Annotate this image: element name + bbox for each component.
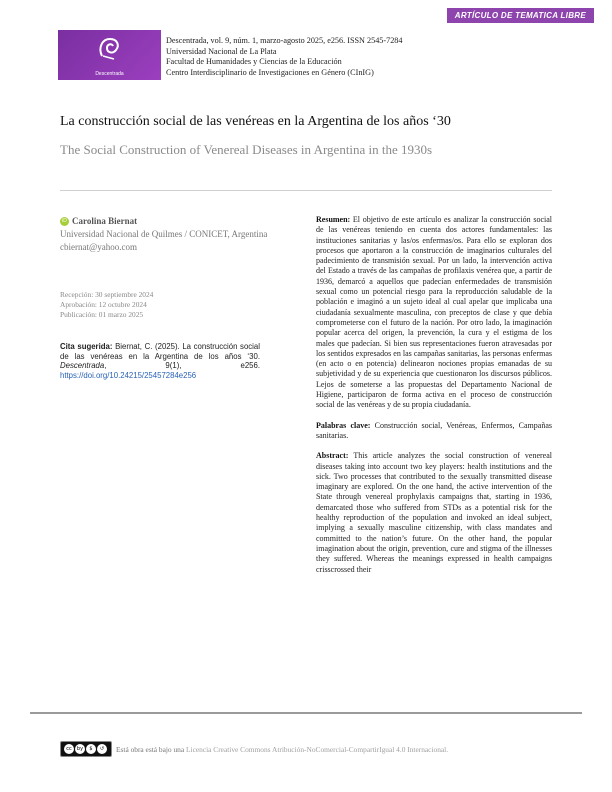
license-prefix: Está obra está bajo una: [116, 744, 185, 754]
orcid-icon[interactable]: iD: [60, 217, 69, 226]
suggested-citation: Cita sugerida: Biernat, C. (2025). La construcción social de las venéreas en la Argentina de los años ‘30. Descentrada, 9(1), e256. https://doi.org/10.24215/25457284e256: [60, 342, 260, 380]
license-link[interactable]: Licencia Creative Commons Atribución-NoComercial-CompartirIgual 4.0 Internacional.: [186, 744, 449, 754]
author-block: [60, 215, 280, 254]
license-footer: [60, 741, 448, 757]
journal-faculty-line: Facultad de Humanidades y Ciencias de la Educación: [166, 57, 342, 67]
approved-date: Aprobación: 12 octubre 2024: [60, 300, 147, 309]
journal-university-line: Universidad Nacional de La Plata: [166, 46, 277, 56]
article-type-badge: ARTÍCULO DE TEMATICA LIBRE: [447, 8, 594, 23]
header-divider: [60, 190, 552, 191]
citation-text: Biernat, C. (2025). La construcción social de las venéreas en la Argentina de los años ‘30.: [60, 342, 260, 361]
citation-label: Cita sugerida:: [60, 342, 113, 351]
abstract-label: Abstract:: [316, 451, 349, 461]
published-date: Publicación: 01 marzo 2025: [60, 310, 144, 319]
citation-doi-link[interactable]: https://doi.org/10.24215/25457284e256: [60, 370, 197, 380]
article-title: La construcción social de las venéreas en la Argentina de los años ‘30: [60, 114, 451, 129]
journal-logo: [58, 30, 161, 80]
author-affiliation: Universidad Nacional de Quilmes / CONICET, Argentina: [60, 229, 268, 239]
palabras-clave-label: Palabras clave:: [316, 420, 371, 430]
abstract-column: [316, 215, 552, 585]
citation-issue: (1), e256.: [169, 361, 260, 371]
received-date: Recepción: 30 septiembre 2024: [60, 290, 154, 299]
resumen-text: El objetivo de este artículo es analizar la construcción social de las venéreas teniendo en cuenta dos actores fundamentales: las instituciones sanitarias y las/os enfermas/os. Para ello se exploran dos procesos que aportaron a la construcción de imaginarios culturales del padecimiento de transmisión sexual. Por un lado, la intervención activa del Estado a través de las campañas de profilaxis venérea que, a partir de 1936, demarcó a aquellos que padecían enfermedades de transmisión sexual como un potencial riesgo para la reproducción saludable de la población e imaginó a un sujeto ideal al cual apelar que implicaba una ciudadanía sexualmente masculina, con preceptos de clase y que debía comprometerse con el futuro de la nación. Por otro lado, la imaginación popular acerca del origen, la prevención, la cura y el estigma de los males que padecían. Si bien sus representaciones fueron atravesadas por los sentidos expresados en las campañas sanitarias, las personas enfermas (en acto o en potencia) delinearon nociones propias emanadas de su subjetividad y de su experiencia que cuestionaron los discursos públicos. Lejos de someterse a las propuestas del Departamento Nacional de Higiene, participaron de forma activa en el proceso de construcción social de las venéreas y de su propia ciudadanía.: [316, 215, 553, 410]
abstract-paragraph: [316, 451, 552, 575]
footer-divider: [30, 712, 582, 714]
article-subtitle: The Social Construction of Venereal Diseases in Argentina in the 1930s: [60, 142, 433, 157]
dates-block: [60, 290, 153, 320]
abstract-text: This article analyzes the social construction of venereal diseases taking into account two key players: health institutions and the sick. Two processes that contributed to the sexually transmitted disease imaginary are explored. On the one hand, the active intervention of the State through venereal prophylaxis campaigns that, starting in 1936, demarcated those who suffered from STDs as a potential risk for the healthy reproduction of the population and invoked an ideal subject, implying a sexually masculine citizenship, with class mandates and committed to the nation’s future. On the other hand, the popular imagination about the origin, prevention, cure and stigma of the illnesses they suffered. Whereas the meanings expressed in health campaigns crisscrossed their: [316, 451, 552, 574]
resumen-paragraph: [316, 215, 552, 411]
journal-center-line: Centro Interdisciplinario de Investigaciones en Género (CInIG): [166, 67, 374, 77]
resumen-label: Resumen:: [316, 215, 351, 224]
author-email[interactable]: cbiernat@yahoo.com: [60, 242, 138, 252]
palabras-clave-text: Construcción social, Venéreas, Enfermos, Campañas sanitarias.: [316, 420, 552, 440]
citation-volume: 9: [165, 361, 170, 371]
author-name: Carolina Biernat: [72, 216, 138, 226]
journal-volume-line: Descentrada, vol. 9, núm. 1, marzo-agosto 2025, e256. ISSN 2545-7284: [166, 36, 403, 45]
journal-info: [166, 36, 403, 78]
descentrada-logo-icon: [94, 34, 124, 64]
logo-wordmark: Descentrada: [95, 71, 124, 77]
citation-journal: Descentrada: [60, 361, 105, 371]
palabras-clave-paragraph: [316, 421, 552, 442]
creative-commons-icon[interactable]: cc by $ ↺: [60, 741, 112, 757]
